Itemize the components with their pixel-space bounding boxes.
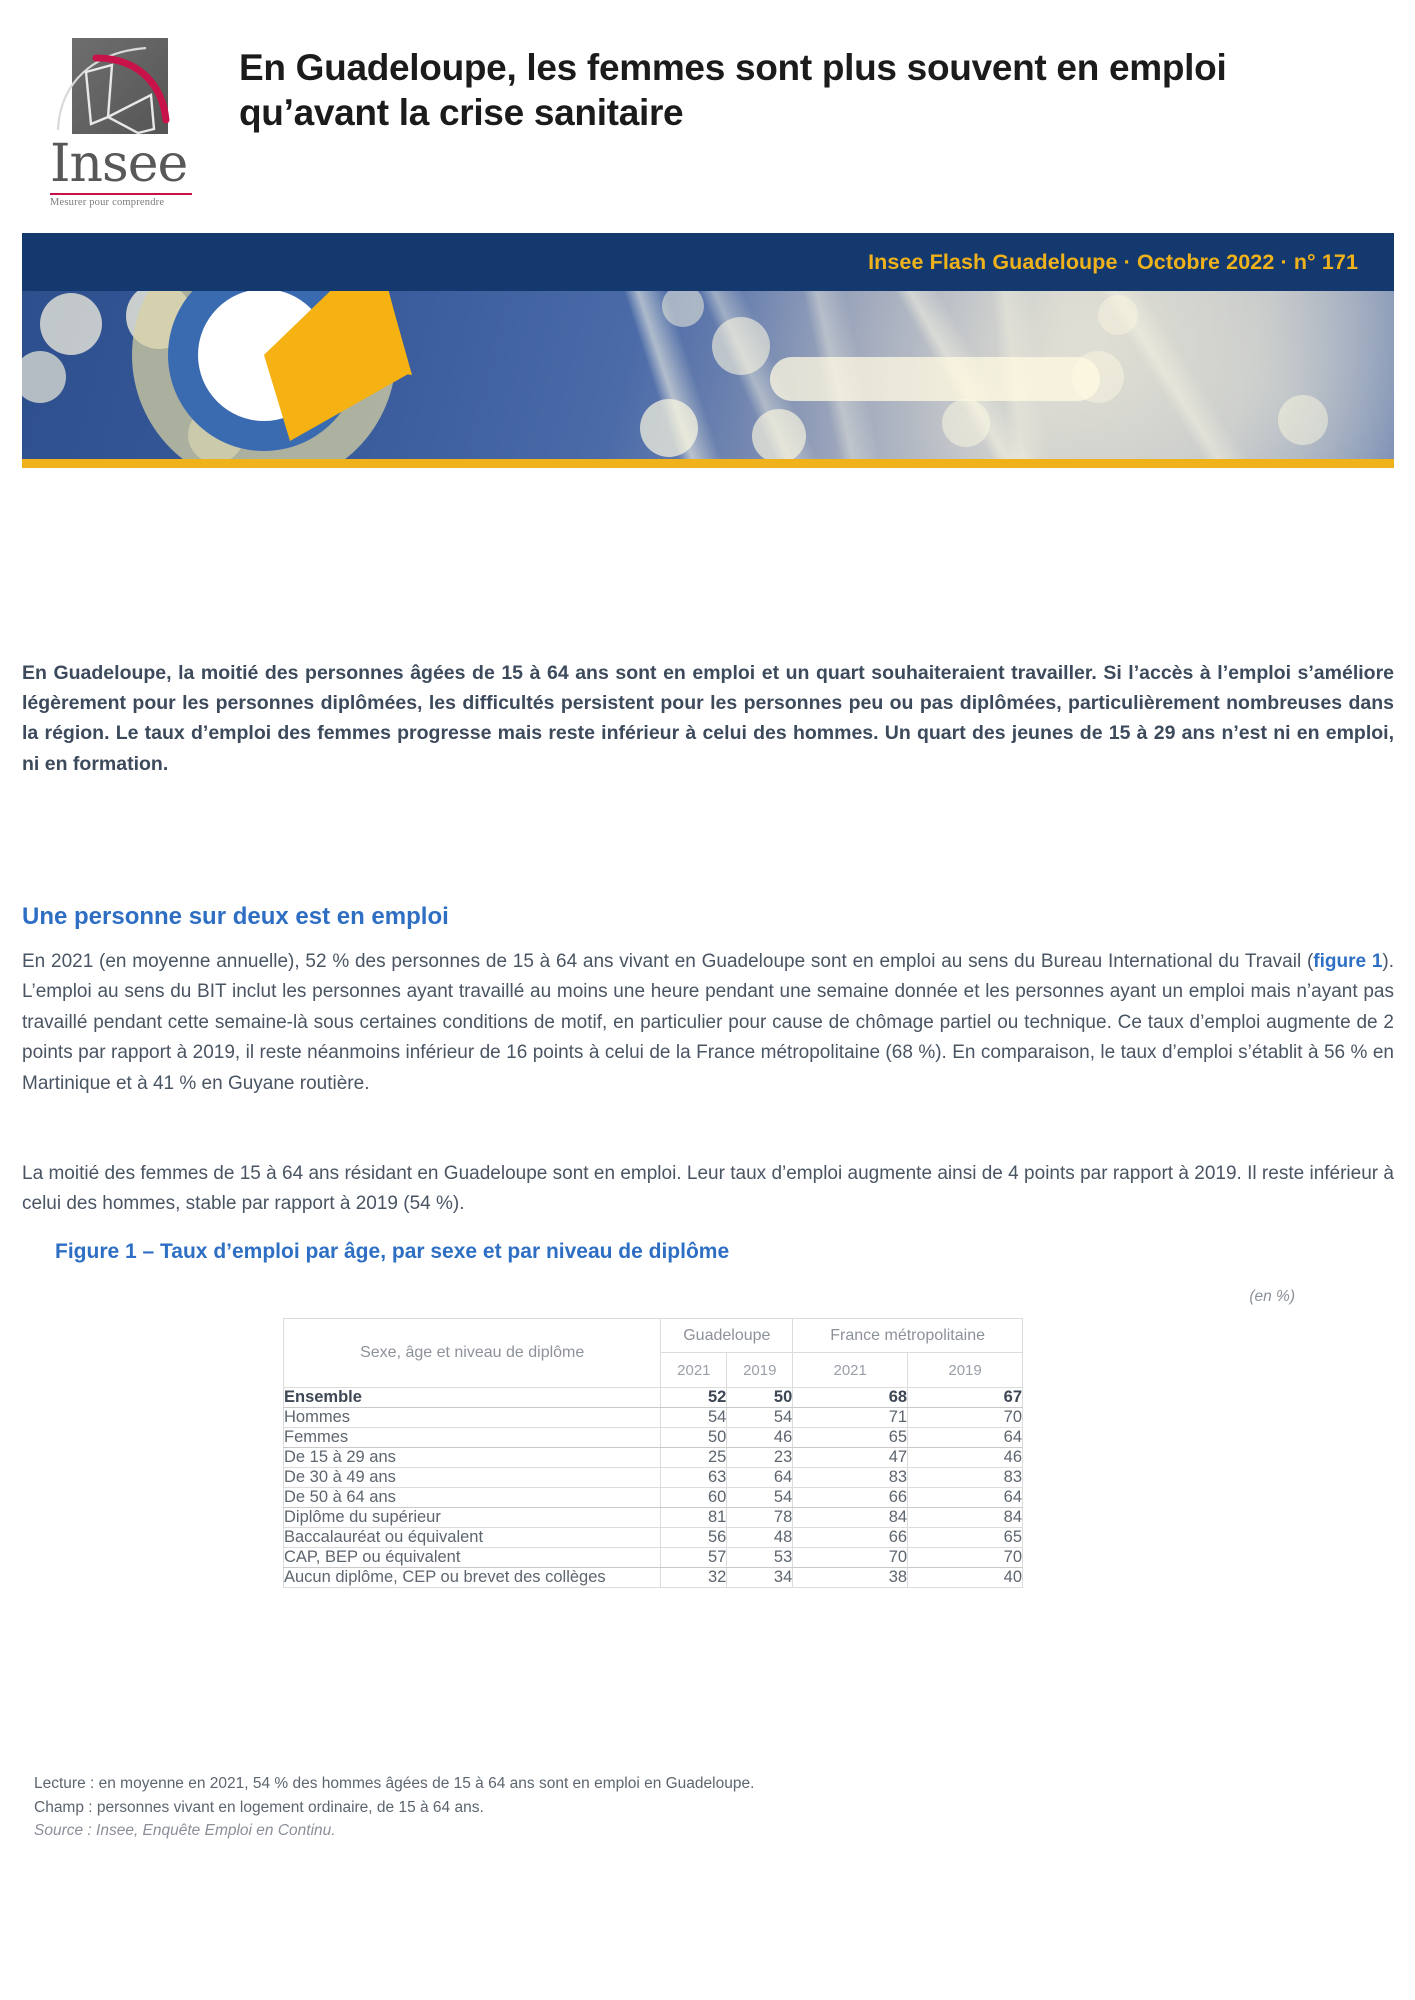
- table-cell-value: 23: [727, 1448, 793, 1468]
- table-header-france-2019: 2019: [908, 1353, 1023, 1388]
- table-cell-value: 53: [727, 1548, 793, 1568]
- table-row: [284, 1388, 1023, 1408]
- table-cell-value: 83: [908, 1468, 1023, 1488]
- insee-tagline: Mesurer pour comprendre: [50, 193, 192, 208]
- table-head: [284, 1319, 1023, 1388]
- figure-unit-label: (en %): [1249, 1288, 1295, 1305]
- table-row: [284, 1488, 1023, 1508]
- table-cell-value: 66: [793, 1488, 908, 1508]
- banner-accent-rule: [22, 459, 1394, 468]
- table-cell-value: 25: [661, 1448, 727, 1468]
- insee-wordmark: Insee: [50, 134, 188, 194]
- body-paragraph-1: [22, 947, 1394, 1099]
- insee-logo-icon: [72, 38, 168, 134]
- table-cell-value: 67: [908, 1388, 1023, 1408]
- logo-graph-svg: [50, 34, 190, 144]
- pie-chart-illustration: [114, 291, 414, 459]
- table-cell-value: 50: [661, 1428, 727, 1448]
- table-cell-value: 38: [793, 1568, 908, 1588]
- table-cell-value: 70: [793, 1548, 908, 1568]
- table-row: [284, 1408, 1023, 1428]
- table-row: [284, 1548, 1023, 1568]
- table-cell-value: 66: [793, 1528, 908, 1548]
- table-cell-value: 40: [908, 1568, 1023, 1588]
- table-cell-value: 54: [727, 1488, 793, 1508]
- table-header-france-2021: 2021: [793, 1353, 908, 1388]
- table-cell-value: 65: [908, 1528, 1023, 1548]
- table-cell-value: 81: [661, 1508, 727, 1528]
- table-header-guadeloupe-2019: 2019: [727, 1353, 793, 1388]
- section-heading: Une personne sur deux est en emploi: [22, 902, 449, 930]
- table-cell-value: 46: [727, 1428, 793, 1448]
- bokeh-circle: [640, 399, 698, 457]
- table-body: [284, 1388, 1023, 1588]
- table-row: [284, 1508, 1023, 1528]
- table-cell-value: 64: [908, 1488, 1023, 1508]
- bokeh-circle: [942, 399, 990, 447]
- table-header-group-guadeloupe: Guadeloupe: [661, 1319, 793, 1353]
- bokeh-circle: [1098, 295, 1138, 335]
- table-cell-label: Hommes: [284, 1408, 661, 1428]
- table-header-row-groups: [284, 1319, 1023, 1353]
- table-row: [284, 1468, 1023, 1488]
- table-header-group-france: France métropolitaine: [793, 1319, 1023, 1353]
- table-cell-value: 54: [727, 1408, 793, 1428]
- bokeh-pill: [770, 357, 1100, 401]
- bokeh-circle: [40, 293, 102, 355]
- paragraph1-part-b: ). L’emploi au sens du BIT inclut les personnes ayant travaillé au moins une heure pendant une semaine donnée et les personnes ayant un emploi mais n’ayant pas travaillé pendant cette semaine-là sous certaines conditions de motif, en particulier pour cause de chômage partiel ou technique. Ce taux d’emploi augmente de 2 points par rapport à 2019, il reste néanmoins inférieur de 16 points à celui de la France métropolitaine (68 %). En comparaison, le taux d’emploi s’établit à 56 % en Martinique et à 41 % en Guyane routière.: [22, 951, 1395, 1094]
- note-source: Source : Insee, Enquête Emploi en Continu.: [34, 1822, 336, 1840]
- table-cell-label: Femmes: [284, 1428, 661, 1448]
- table-cell-label: CAP, BEP ou équivalent: [284, 1548, 661, 1568]
- table-cell-value: 65: [793, 1428, 908, 1448]
- table-cell-value: 60: [661, 1488, 727, 1508]
- figure-1-table-wrapper: [283, 1318, 1023, 1588]
- table-cell-value: 46: [908, 1448, 1023, 1468]
- bokeh-circle: [1278, 395, 1328, 445]
- table-cell-value: 70: [908, 1548, 1023, 1568]
- table-cell-value: 70: [908, 1408, 1023, 1428]
- table-row: [284, 1528, 1023, 1548]
- figure-notes: [34, 1772, 754, 1843]
- table-header-guadeloupe-2021: 2021: [661, 1353, 727, 1388]
- figure-title: Figure 1 – Taux d’emploi par âge, par sexe et par niveau de diplôme: [55, 1240, 730, 1263]
- table-header-row-label: Sexe, âge et niveau de diplôme: [284, 1319, 661, 1388]
- table-row: [284, 1568, 1023, 1588]
- publication-banner: [22, 233, 1394, 468]
- table-cell-value: 84: [793, 1508, 908, 1528]
- table-cell-value: 64: [727, 1468, 793, 1488]
- table-cell-label: Aucun diplôme, CEP ou brevet des collèges: [284, 1568, 661, 1588]
- table-cell-value: 47: [793, 1448, 908, 1468]
- table-cell-value: 71: [793, 1408, 908, 1428]
- table-cell-value: 83: [793, 1468, 908, 1488]
- publication-label: Insee Flash Guadeloupe · Octobre 2022 · n° 171: [868, 249, 1358, 274]
- table-row: [284, 1448, 1023, 1468]
- page-title: En Guadeloupe, les femmes sont plus souvent en emploi qu’avant la crise sanitaire: [239, 47, 1227, 133]
- table-cell-label: Ensemble: [284, 1388, 661, 1408]
- note-lecture: Lecture : en moyenne en 2021, 54 % des hommes âgées de 15 à 64 ans sont en emploi en Guadeloupe.: [34, 1775, 755, 1792]
- table-cell-value: 56: [661, 1528, 727, 1548]
- table-cell-value: 54: [661, 1408, 727, 1428]
- table-row: [284, 1428, 1023, 1448]
- insee-logo: [50, 38, 225, 208]
- paragraph1-part-a: En 2021 (en moyenne annuelle), 52 % des personnes de 15 à 64 ans vivant en Guadeloupe sont en emploi au sens du Bureau International du Travail (: [22, 951, 1314, 972]
- table-cell-value: 48: [727, 1528, 793, 1548]
- table-cell-value: 34: [727, 1568, 793, 1588]
- table-cell-label: De 15 à 29 ans: [284, 1448, 661, 1468]
- table-cell-value: 78: [727, 1508, 793, 1528]
- table-cell-value: 84: [908, 1508, 1023, 1528]
- publication-banner-bar: [22, 233, 1394, 291]
- table-cell-label: Diplôme du supérieur: [284, 1508, 661, 1528]
- employment-rate-table: [283, 1318, 1023, 1588]
- table-cell-value: 64: [908, 1428, 1023, 1448]
- table-cell-label: De 30 à 49 ans: [284, 1468, 661, 1488]
- table-cell-value: 52: [661, 1388, 727, 1408]
- table-cell-label: Baccalauréat ou équivalent: [284, 1528, 661, 1548]
- document-header: [0, 0, 1415, 230]
- banner-illustration: [22, 291, 1394, 459]
- table-cell-value: 68: [793, 1388, 908, 1408]
- body-paragraph-2: La moitié des femmes de 15 à 64 ans résidant en Guadeloupe sont en emploi. Leur taux d’emploi augmente ainsi de 4 points par rapport à 2019. Il reste inférieur à celui des hommes, stable par rapport à 2019 (54 %).: [22, 1163, 1394, 1215]
- table-cell-value: 57: [661, 1548, 727, 1568]
- intro-paragraph: En Guadeloupe, la moitié des personnes âgées de 15 à 64 ans sont en emploi et un quart souhaiteraient travailler. Si l’accès à l’emploi s’améliore légèrement pour les personnes diplômées, les difficultés persistent pour les personnes peu ou pas diplômées, particulièrement nombreuses dans la région. Le taux d’emploi des femmes progresse mais reste inférieur à celui des hommes. Un quart des jeunes de 15 à 29 ans n’est ni en emploi, ni en formation.: [22, 661, 1394, 775]
- table-cell-label: De 50 à 64 ans: [284, 1488, 661, 1508]
- bokeh-circle: [712, 317, 770, 375]
- table-cell-value: 32: [661, 1568, 727, 1588]
- bokeh-circle: [752, 409, 806, 459]
- table-cell-value: 63: [661, 1468, 727, 1488]
- table-cell-value: 50: [727, 1388, 793, 1408]
- figure-1-reference[interactable]: figure 1: [1313, 951, 1383, 972]
- note-champ: Champ : personnes vivant en logement ordinaire, de 15 à 64 ans.: [34, 1798, 484, 1816]
